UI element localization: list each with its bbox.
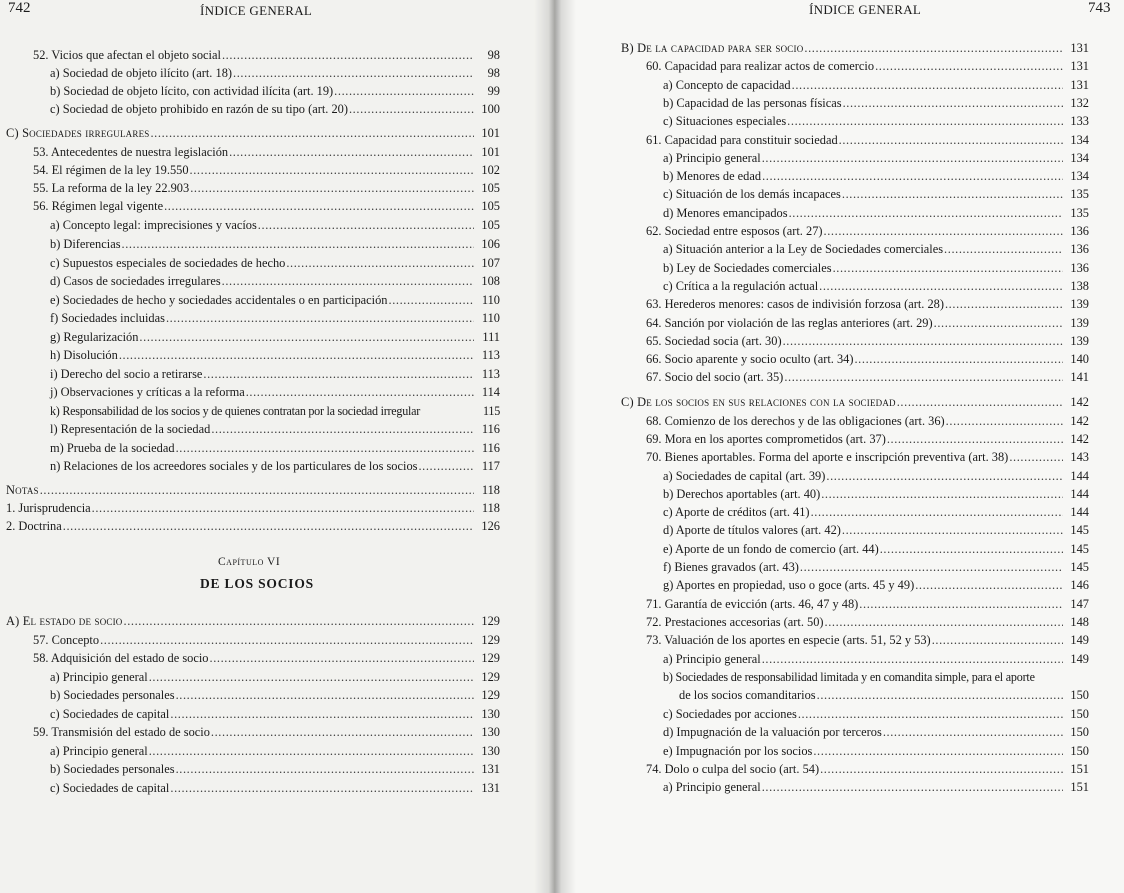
index-entry: e) Aporte de un fondo de comercio (art. 44) ..... 145 [663, 541, 1089, 558]
index-entry: c) Sociedad de objeto prohibido en razón de su tipo (art. 20) ..... 100 [50, 101, 500, 118]
index-entry: 63. Herederos menores: casos de indivisión forzosa (art. 28) ..... 139 [646, 296, 1089, 313]
index-entry: b) Capacidad de las personas físicas ..... 132 [663, 95, 1089, 112]
index-entry: c) Crítica a la regulación actual ..... 138 [663, 278, 1089, 295]
index-entry: 61. Capacidad para constituir sociedad ..... 134 [646, 132, 1089, 149]
running-head: ÍNDICE GENERAL [809, 2, 922, 17]
index-section-entry: Notas ..... 118 [6, 482, 500, 499]
index-entry: d) Menores emancipados ..... 135 [663, 205, 1089, 222]
index-entry: c) Situación de los demás incapaces ..... 135 [663, 186, 1089, 203]
index-section-entry: B) De la capacidad para ser socio ..... 131 [621, 40, 1089, 57]
index-entry: 67. Socio del socio (art. 35) ..... 141 [646, 369, 1089, 386]
chapter-label: Capítulo VI [218, 556, 281, 568]
index-entry: d) Aporte de títulos valores (art. 42) ..... 145 [663, 522, 1089, 539]
index-entry: 72. Prestaciones accesorias (art. 50) ..... 148 [646, 614, 1089, 631]
index-entry: b) Diferencias ..... 106 [50, 236, 500, 253]
index-section-entry: C) De los socios en sus relaciones con la sociedad ..... 142 [621, 394, 1089, 411]
left-page [0, 0, 555, 893]
index-entry: n) Relaciones de los acreedores sociales y de los particulares de los socios ..... 117 [50, 458, 500, 475]
right-page [555, 0, 1124, 893]
index-entry: c) Sociedades de capital ..... 131 [50, 780, 500, 797]
index-entry: e) Sociedades de hecho y sociedades accidentales o en participación ..... 110 [50, 292, 500, 309]
index-entry: 65. Sociedad socia (art. 30) ..... 139 [646, 333, 1089, 350]
index-entry: a) Principio general ..... 151 [663, 779, 1089, 796]
index-entry: f) Sociedades incluidas ..... 110 [50, 310, 500, 327]
index-entry: f) Bienes gravados (art. 43) ..... 145 [663, 559, 1089, 576]
index-entry: 70. Bienes aportables. Forma del aporte e inscripción preventiva (art. 38) ..... 143 [646, 449, 1089, 466]
index-entry: 64. Sanción por violación de las reglas anteriores (art. 29) ..... 139 [646, 315, 1089, 332]
index-entry: b) Sociedades de responsabilidad limitada y en comandita simple, para el aporte [663, 670, 1035, 684]
index-entry: 55. La reforma de la ley 22.903 ..... 105 [33, 180, 500, 197]
index-entry: 66. Socio aparente y socio oculto (art. 34) ..... 140 [646, 351, 1089, 368]
index-entry: a) Principio general ..... 149 [663, 651, 1089, 668]
index-entry: 58. Adquisición del estado de socio ..... 129 [33, 650, 500, 667]
index-entry: c) Sociedades por acciones ..... 150 [663, 706, 1089, 723]
index-entry: b) Sociedades personales ..... 131 [50, 761, 500, 778]
index-entry: g) Regularización ..... 111 [50, 329, 500, 346]
index-entry: d) Impugnación de la valuación por terceros ..... 150 [663, 724, 1089, 741]
index-entry: b) Derechos aportables (art. 40) ..... 144 [663, 486, 1089, 503]
index-entry: a) Principio general ..... 130 [50, 743, 500, 760]
index-entry: 68. Comienzo de los derechos y de las obligaciones (art. 36) ..... 142 [646, 413, 1089, 430]
index-entry: 71. Garantía de evicción (arts. 46, 47 y 48) ..... 147 [646, 596, 1089, 613]
index-entry: h) Disolución ..... 113 [50, 347, 500, 364]
index-entry: b) Ley de Sociedades comerciales ..... 136 [663, 260, 1089, 277]
index-entry: b) Sociedades personales ..... 129 [50, 687, 500, 704]
index-entry: g) Aportes en propiedad, uso o goce (arts. 45 y 49) ..... 146 [663, 577, 1089, 594]
index-entry: a) Concepto de capacidad ..... 131 [663, 77, 1089, 94]
index-entry: e) Impugnación por los socios ..... 150 [663, 743, 1089, 760]
index-entry: 62. Sociedad entre esposos (art. 27) ..... 136 [646, 223, 1089, 240]
running-head: ÍNDICE GENERAL [200, 3, 313, 18]
index-entry: c) Supuestos especiales de sociedades de hecho ..... 107 [50, 255, 500, 272]
index-entry: c) Situaciones especiales ..... 133 [663, 113, 1089, 130]
index-entry: 60. Capacidad para realizar actos de comercio ..... 131 [646, 58, 1089, 75]
index-entry: a) Sociedades de capital (art. 39) ..... 144 [663, 468, 1089, 485]
index-entry: a) Sociedad de objeto ilícito (art. 18) ..... 98 [50, 65, 500, 82]
index-entry: c) Sociedades de capital ..... 130 [50, 706, 500, 723]
index-entry: 53. Antecedentes de nuestra legislación ..... 101 [33, 144, 500, 161]
page-number: 743 [1088, 0, 1111, 16]
index-entry: a) Principio general ..... 129 [50, 669, 500, 686]
index-entry: 59. Transmisión del estado de socio ..... 130 [33, 724, 500, 741]
index-entry: 54. El régimen de la ley 19.550 ..... 102 [33, 162, 500, 179]
index-entry: l) Representación de la sociedad ..... 116 [50, 421, 500, 438]
index-entry: d) Casos de sociedades irregulares ..... 108 [50, 273, 500, 290]
index-entry: b) Menores de edad ..... 134 [663, 168, 1089, 185]
index-entry: c) Aporte de créditos (art. 41) ..... 144 [663, 504, 1089, 521]
index-entry: j) Observaciones y críticas a la reforma ..... 114 [50, 384, 500, 401]
index-entry: b) Sociedad de objeto lícito, con actividad ilícita (art. 19) ..... 99 [50, 83, 500, 100]
index-entry: k) Responsabilidad de los socios y de quienes contratan por la sociedad irregular 115 [50, 404, 500, 418]
index-entry: 73. Valuación de los aportes en especie (arts. 51, 52 y 53) ..... 149 [646, 632, 1089, 649]
index-section-entry: A) El estado de socio ..... 129 [6, 613, 500, 630]
index-entry: a) Concepto legal: imprecisiones y vacíos ..... 105 [50, 217, 500, 234]
index-section-entry: C) Sociedades irregulares ..... 101 [6, 125, 500, 142]
index-entry: 1. Jurisprudencia ..... 118 [6, 500, 500, 517]
index-entry: 57. Concepto ..... 129 [33, 632, 500, 649]
index-entry: i) Derecho del socio a retirarse ..... 113 [50, 366, 500, 383]
index-entry: a) Situación anterior a la Ley de Sociedades comerciales ..... 136 [663, 241, 1089, 258]
index-entry: a) Principio general ..... 134 [663, 150, 1089, 167]
index-entry: 69. Mora en los aportes comprometidos (art. 37) ..... 142 [646, 431, 1089, 448]
index-entry: 52. Vicios que afectan el objeto social ..... 98 [33, 47, 500, 64]
index-entry: de los socios comanditarios ..... 150 [679, 687, 1089, 704]
index-entry: m) Prueba de la sociedad ..... 116 [50, 440, 500, 457]
index-entry: 56. Régimen legal vigente ..... 105 [33, 198, 500, 215]
index-entry: 74. Dolo o culpa del socio (art. 54) ..... 151 [646, 761, 1089, 778]
chapter-title: DE LOS SOCIOS [200, 576, 314, 591]
page-number: 742 [8, 0, 31, 16]
index-entry: 2. Doctrina ..... 126 [6, 518, 500, 535]
